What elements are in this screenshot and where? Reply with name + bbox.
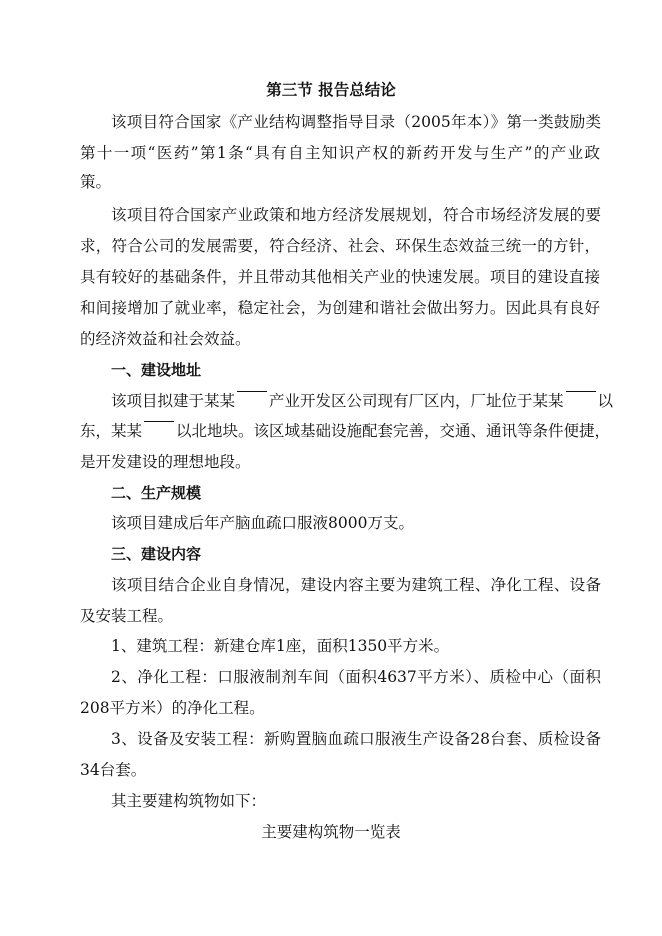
- site-line-2: [80, 421, 611, 441]
- scale-text: 该项目建成后年产脑血疏口服液8000万支。: [111, 514, 414, 532]
- site-line-1-part-b: 产业开发区公司现有厂区内，厂址位于某某: [269, 392, 564, 410]
- intro-p1-line-3: 策。: [80, 173, 112, 191]
- site-line-2-part-b: 以北地块。该区域基础设施配套完善，交通、通讯等条件便捷，: [176, 422, 611, 440]
- content-item-3-line-1: 3、设备及安装工程：新购置脑血疏口服液生产设备28台套、质检设备: [111, 730, 601, 748]
- site-line-1-part-c: 以: [597, 392, 614, 410]
- intro-p1-line-2: 第十一项“医药”第1条“具有自主知识产权的新药开发与生产”的产业政: [80, 144, 600, 162]
- content-item-2-line-2: 208平方米）的净化工程。: [80, 699, 265, 717]
- section-title: 第三节 报告总结论: [266, 81, 396, 99]
- site-line-2-part-a: 东，某某: [80, 422, 143, 440]
- blank-placeholder: [237, 391, 267, 402]
- blank-placeholder: [144, 421, 174, 432]
- intro-p2-line-1: 该项目符合国家产业政策和地方经济发展规划，符合市场经济发展的要: [111, 206, 601, 224]
- content-intro-line-2: 及安装工程。: [80, 607, 174, 625]
- blank-placeholder: [566, 391, 596, 402]
- site-heading: 一、建设地址: [111, 361, 202, 379]
- content-intro-line-1: 该项目结合企业自身情况，建设内容主要为建筑工程、净化工程、设备: [111, 576, 601, 594]
- content-item-3-line-2: 34台套。: [80, 761, 147, 779]
- intro-p2-line-3: 具有较好的基础条件，并且带动其他相关产业的快速发展。项目的建设直接: [80, 268, 600, 286]
- content-outro: 其主要建构筑物如下：: [111, 792, 267, 810]
- intro-p2-line-2: 求，符合公司的发展需要，符合经济、社会、环保生态效益三统一的方针，: [80, 237, 600, 255]
- site-line-1-part-a: 该项目拟建于某某: [111, 392, 236, 410]
- content-item-2-line-1: 2、净化工程：口服液制剂车间（面积4637平方米）、质检中心（面积: [111, 668, 601, 686]
- site-line-3: 是开发建设的理想地段。: [80, 453, 251, 471]
- intro-p1-line-1: 该项目符合国家《产业结构调整指导目录（2005年本）》第一类鼓励类: [111, 113, 601, 131]
- intro-p2-line-4: 和间接增加了就业率，稳定社会，为创建和谐社会做出努力。因此具有良好: [80, 299, 600, 317]
- content-heading: 三、建设内容: [111, 545, 202, 563]
- scale-heading: 二、生产规模: [111, 484, 202, 502]
- intro-p2-line-5: 的经济效益和社会效益。: [80, 330, 251, 348]
- site-line-1: [111, 391, 614, 411]
- content-item-1: 1、建筑工程：新建仓库1座，面积1350平方米。: [111, 637, 450, 655]
- table-caption: 主要建构筑物一览表: [261, 823, 401, 841]
